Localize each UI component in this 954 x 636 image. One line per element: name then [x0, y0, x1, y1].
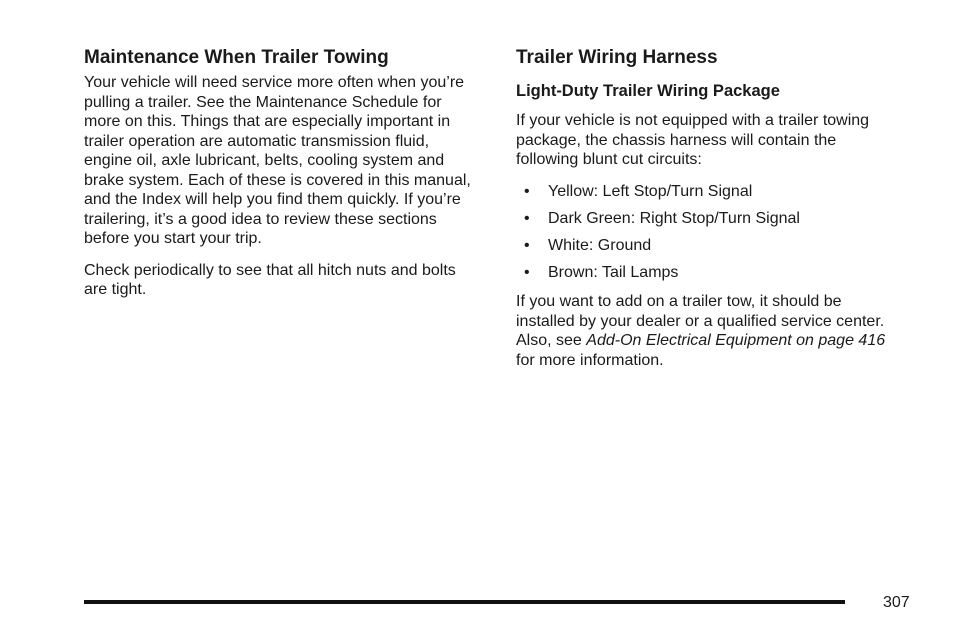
page-number: 307 — [883, 594, 910, 611]
list-item — [516, 209, 896, 229]
list-item — [516, 236, 896, 256]
left-column — [84, 46, 476, 312]
list-item-text: Dark Green: Right Stop/Turn Signal — [548, 209, 800, 227]
section-heading-maintenance: Maintenance When Trailer Towing — [84, 47, 389, 68]
cross-reference-link[interactable]: Add-On Electrical Equipment on page 416 — [586, 332, 886, 349]
closing-text-before: If you want to add on a trailer tow, it should be installed by your dealer or a qualified service center. Also, see — [516, 293, 885, 349]
closing-text-after: for more information. — [516, 351, 664, 369]
bullet-icon: • — [524, 209, 530, 227]
bullet-icon: • — [524, 263, 530, 281]
maintenance-paragraph: Your vehicle will need service more often when you’re pulling a trailer. See the Maintenance Schedule for more on this. Things that are especially important in trailer operation are automatic transmission fluid, engine oil, axle lubricant, belts, cooling system and brake system. Each of these is covered in this manual, and the Index will help you find them quickly. If you’re trailering, it’s a good idea to review these sections before you start your trip. — [84, 74, 471, 247]
hitch-check-paragraph: Check periodically to see that all hitch nuts and bolts are tight. — [84, 261, 456, 298]
list-item-text: Yellow: Left Stop/Turn Signal — [548, 182, 753, 200]
section-heading-wiring-harness: Trailer Wiring Harness — [516, 47, 718, 68]
bullet-icon: • — [524, 236, 530, 254]
wiring-intro-paragraph: If your vehicle is not equipped with a trailer towing package, the chassis harness will contain the following blunt cut circuits: — [516, 112, 870, 168]
circuit-list — [516, 182, 896, 283]
list-item-text: White: Ground — [548, 236, 652, 254]
bullet-icon: • — [524, 182, 530, 200]
footer-rule — [84, 600, 845, 604]
subheading-light-duty-package: Light-Duty Trailer Wiring Package — [516, 82, 780, 100]
list-item — [516, 263, 896, 283]
right-column — [516, 46, 896, 382]
closing-paragraph — [516, 292, 896, 370]
list-item — [516, 182, 896, 202]
list-item-text: Brown: Tail Lamps — [548, 263, 679, 281]
